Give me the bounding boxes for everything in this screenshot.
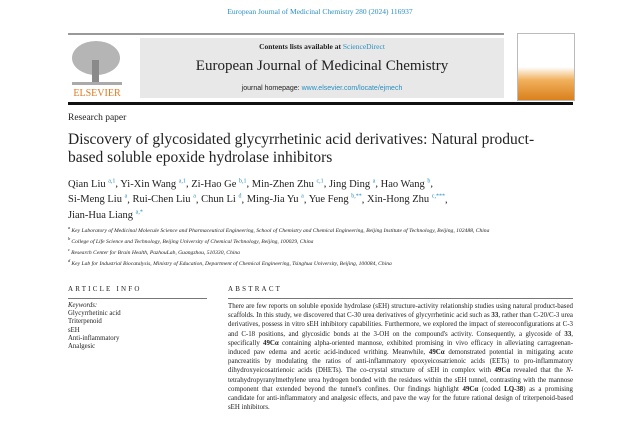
abstract-segment: ) as a promising candidate for anti-inflammatory and analgesic effects, and pave the way for the future rational design of triterpenoid-based sEH inhibitors. — [228, 385, 573, 412]
abstract-segment: 49Cα — [462, 385, 479, 393]
author-affiliation-mark[interactable]: a — [372, 178, 376, 184]
article-type: Research paper — [68, 113, 127, 123]
abstract-segment: 33 — [564, 330, 572, 338]
abstract-segment: 49Cα — [428, 349, 445, 357]
author-affiliation-mark[interactable]: b,1 — [239, 178, 247, 184]
sciencedirect-link[interactable]: ScienceDirect — [342, 42, 385, 51]
abstract-segment: 49Cα — [263, 339, 279, 347]
abstract-segment: revealed that the — [510, 367, 567, 375]
contents-line — [140, 42, 504, 51]
author-affiliation-mark[interactable]: a,1 — [108, 178, 116, 184]
author-affiliation-mark[interactable]: d — [238, 193, 242, 200]
article-title: Discovery of glycosidated glycyrrhetinic acid derivatives: Natural product-based soluble epoxide hydrolase inhibitors — [68, 131, 535, 166]
author-affiliation-mark[interactable]: c,1 — [316, 178, 324, 184]
author-affiliation-mark[interactable]: a,* — [135, 209, 143, 215]
contents-prefix: Contents lists available at — [259, 42, 343, 51]
abstract-segment: containing alpha-oriented mannose, exhibited promising in vivo efficacy in alleviating carrageenan-induced paw edema and acetic acid-induced writhing. Meanwhile, — [228, 339, 573, 357]
tree-icon — [68, 38, 126, 98]
keywords-label: Keywords: — [68, 302, 98, 309]
homepage-line — [140, 85, 504, 92]
keyword: Analgesic — [68, 343, 96, 351]
author[interactable]: Xin-Hong Zhu $^{c,***}$ — [367, 193, 445, 205]
keyword: Triterpenoid — [68, 318, 102, 326]
elsevier-logo — [68, 38, 126, 98]
author[interactable]: Zi-Hao Ge $^{b,1}$ — [191, 178, 247, 190]
keyword: Glycyrrhetinic acid — [68, 310, 121, 318]
author[interactable]: Yi-Xin Wang $^{a,1}$ — [120, 178, 186, 190]
abstract-segment: There are few reports on soluble epoxide hydrolase (sEH) structure-activity relationship studies using natural product-based scaffolds. In this study, we discovered that C-30 urea derivatives of glycyrrhetinic acid such as — [228, 303, 573, 320]
author[interactable]: Min-Zhen Zhu $^{c,1}$ — [251, 178, 324, 190]
divider — [228, 298, 573, 299]
abstract-segment: , specifically — [228, 330, 573, 347]
abstract-segment: 33 — [491, 312, 499, 320]
author[interactable]: Yue Feng $^{b,**}$ — [308, 193, 362, 205]
author[interactable]: Hao Wang $^b$ — [380, 178, 431, 190]
affiliation: $^d$ Key Lab for Industrial Biocatalysis, Ministry of Education, Department of Chemical Engineering, Tsinghua University, Beijing, 100084, China — [68, 257, 392, 267]
author[interactable]: Ming-Jia Yu $^a$ — [246, 193, 304, 205]
affiliation: $^a$ Key Laboratory of Medicinal Molecule Science and Pharmaceutical Engineering, School of Chemistry and Chemical Engineering, Beijing Institute of Technology, Beijing, 102488, China — [68, 225, 490, 234]
keyword: sEH — [68, 326, 80, 334]
journal-title: European Journal of Medicinal Chemistry — [195, 58, 449, 74]
homepage-link[interactable]: www.elsevier.com/locate/ejmech — [301, 85, 403, 92]
author[interactable]: Si-Meng Liu $^a$ — [68, 193, 128, 205]
author[interactable]: Rui-Chen Liu $^a$ — [132, 193, 196, 205]
abstract-segment: 49Cα — [494, 367, 511, 375]
author-affiliation-mark[interactable]: a — [193, 193, 196, 200]
abstract-text — [228, 302, 573, 412]
journal-cover-image — [517, 33, 575, 101]
abstract-heading: ABSTRACT — [228, 285, 283, 293]
keywords — [68, 302, 121, 351]
author[interactable]: Jing Ding $^a$ — [328, 178, 376, 190]
affiliation: $^b$ College of Life Science and Technology, Beijing University of Chemical Technology, Beijing, 100029, China — [68, 235, 314, 245]
author-affiliation-mark[interactable]: a — [301, 193, 304, 200]
keyword: Anti-inflammatory — [68, 334, 120, 342]
author-list: Qian Liu $^{a,1}$, Yi-Xin Wang $^{a,1}$, Zi-Hao Ge $^{b,1}$, Min-Zhen Zhu $^{c,1}$, Jing Ding $^a$, Hao Wang $^b$, Si-Meng Liu $^a$, Rui-Chen Liu $^a$, Chun Li $^d$, Ming-Jia Yu $^a$, Yue Feng $^{b,**}$, Xin-Hong Zhu $^{c,***}$, Jian-Hua Liang $^{a,*}$ — [68, 178, 448, 221]
header-rule — [68, 102, 573, 105]
abstract-segment: (coded — [478, 385, 505, 393]
journal-reference[interactable]: European Journal of Medicinal Chemistry 280 (2024) 116937 — [227, 7, 413, 16]
abstract-segment: demonstrated potential in mitigating acute pancreatitis by modulating the ratios of anti-inflammatory epoxyeicosatrienoic acids (EETs) to pro-inflammatory dihydroxyeicosatrienoic acids (DHETs). The co-crystal structure of sEH in complex with — [228, 349, 573, 375]
author[interactable]: Jian-Hua Liang $^{a,*}$ — [68, 209, 143, 221]
author-affiliation-mark[interactable]: b,** — [351, 193, 362, 200]
article-info-heading: ARTICLE INFO — [68, 285, 142, 293]
divider — [68, 33, 504, 35]
author-affiliation-mark[interactable]: b — [427, 178, 431, 184]
abstract-segment: , rather than C-20/C-3 urea derivatives, possess in vitro sEH inhibitory capabilities. Furthermore, we explored the impact of stereoconfigurations at C-3 and C-18 positions, and glycosidic bonds at the 3-OH on the compound's activity. Consequently, a glycoside of — [228, 312, 573, 338]
abstract-segment: -tetrahydropyranylmethylene urea hydrogen bonded with the residues within the sEH tunnel, contrasting with the mannose component that extended beyond the tunnel's confines. Our findings highlight — [228, 367, 573, 393]
author-affiliation-mark[interactable]: a — [124, 193, 128, 200]
author-affiliation-mark[interactable]: a,1 — [178, 178, 186, 184]
abstract-segment: N — [566, 367, 571, 375]
author[interactable]: Qian Liu $^{a,1}$ — [68, 178, 116, 190]
homepage-prefix: journal homepage: — [241, 85, 302, 92]
publisher-name: ELSEVIER — [73, 88, 121, 98]
affiliation: $^c$ Research Center for Brain Health, PazhouLab, Guangzhou, 510330, China — [68, 246, 240, 256]
journal-header — [140, 38, 504, 98]
divider — [68, 298, 207, 299]
affiliations — [68, 224, 588, 267]
author-affiliation-mark[interactable]: c,*** — [431, 193, 445, 200]
author[interactable]: Chun Li $^d$ — [201, 193, 242, 205]
abstract-segment: LQ-38 — [504, 385, 524, 393]
